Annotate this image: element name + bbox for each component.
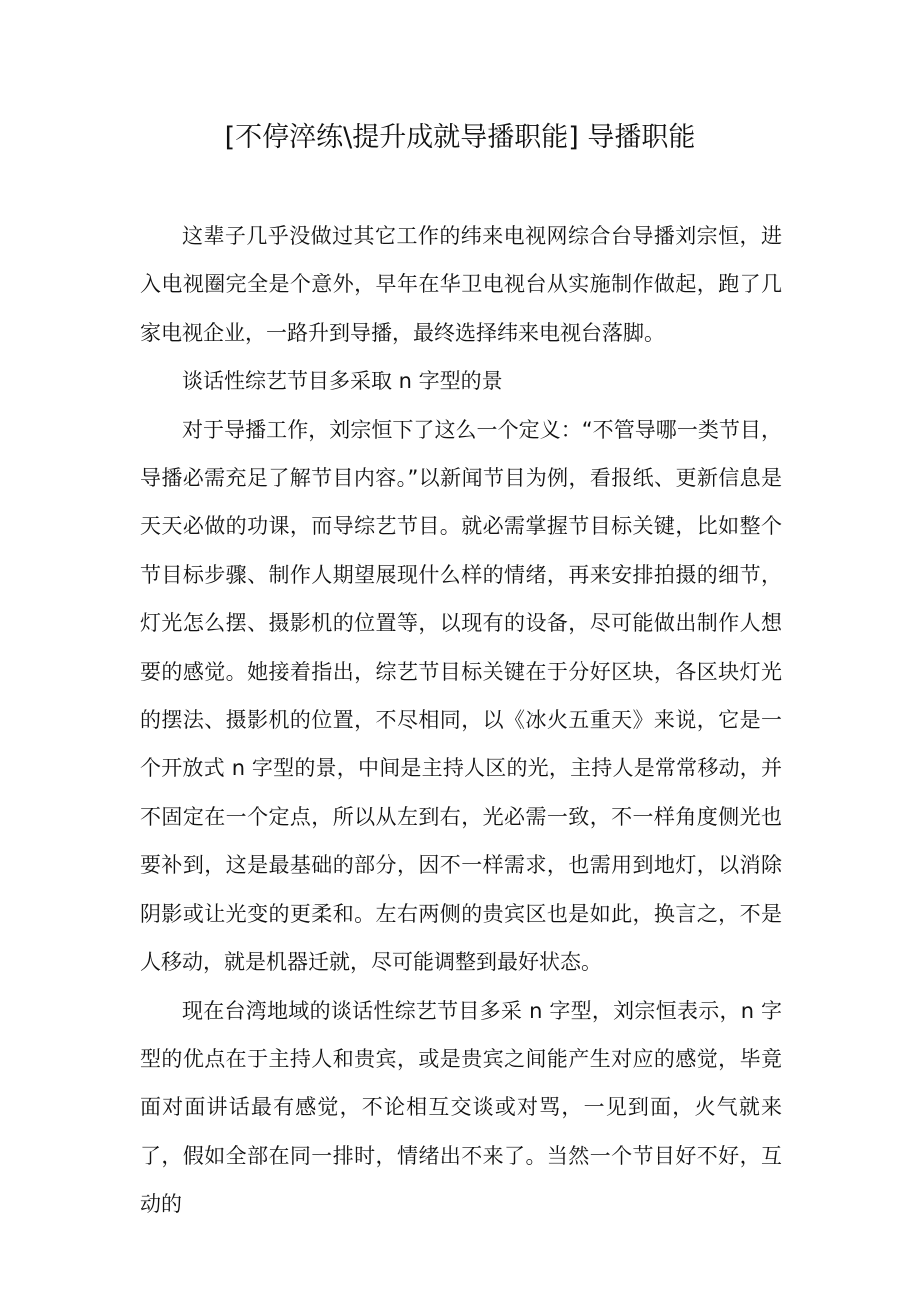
document-body [140,212,782,1229]
paragraph-2: 谈话性综艺节目多采取 n 字型的景 [182,369,503,394]
paragraph-3: 对于导播工作，刘宗恒下了这么一个定义：“不管导哪一类节目，导播必需充足了解节目内容。”以新闻节目为例，看报纸、更新信息是天天必做的功课，而导综艺节目。就必需掌握节目标关键，比如整个节目标步骤、制作人期望展现什么样的情绪，再来安排拍摄的细节，灯光怎么摆、摄影机的位置等，以现有的设备，尽可能做出制作人想要的感觉。她接着指出，综艺节目标关键在于分好区块，各区块灯光的摆法、摄影机的位置，不尽相同，以《冰火五重天》来说，它是一个开放式 n 字型的景，中间是主持人区的光，主持人是常常移动，并不固定在一个定点，所以从左到右，光必需一致，不一样角度侧光也要补到，这是最基础的部分，因不一样需求，也需用到地灯，以消除阴影或让光变的更柔和。左右两侧的贵宾区也是如此，换言之，不是人移动，就是机器迁就，尽可能调整到最好状态。 [140,417,782,975]
document-title: [不停淬练\提升成就导播职能] 导播职能 [224,122,696,153]
paragraph-4: 现在台湾地域的谈话性综艺节目多采 n 字型，刘宗恒表示，n 字型的优点在于主持人和贵宾，或是贵宾之间能产生对应的感觉，毕竟面对面讲话最有感觉，不论相互交谈或对骂，一见到面，火气就来了，假如全部在同一排时，情绪出不来了。当然一个节目好不好，互动的 [140,998,782,1217]
paragraph-1: 这辈子几乎没做过其它工作的纬来电视网综合台导播刘宗恒，进入电视圈完全是个意外，早年在华卫电视台从实施制作做起，跑了几家电视企业，一路升到导播，最终选择纬来电视台落脚。 [140,224,782,345]
